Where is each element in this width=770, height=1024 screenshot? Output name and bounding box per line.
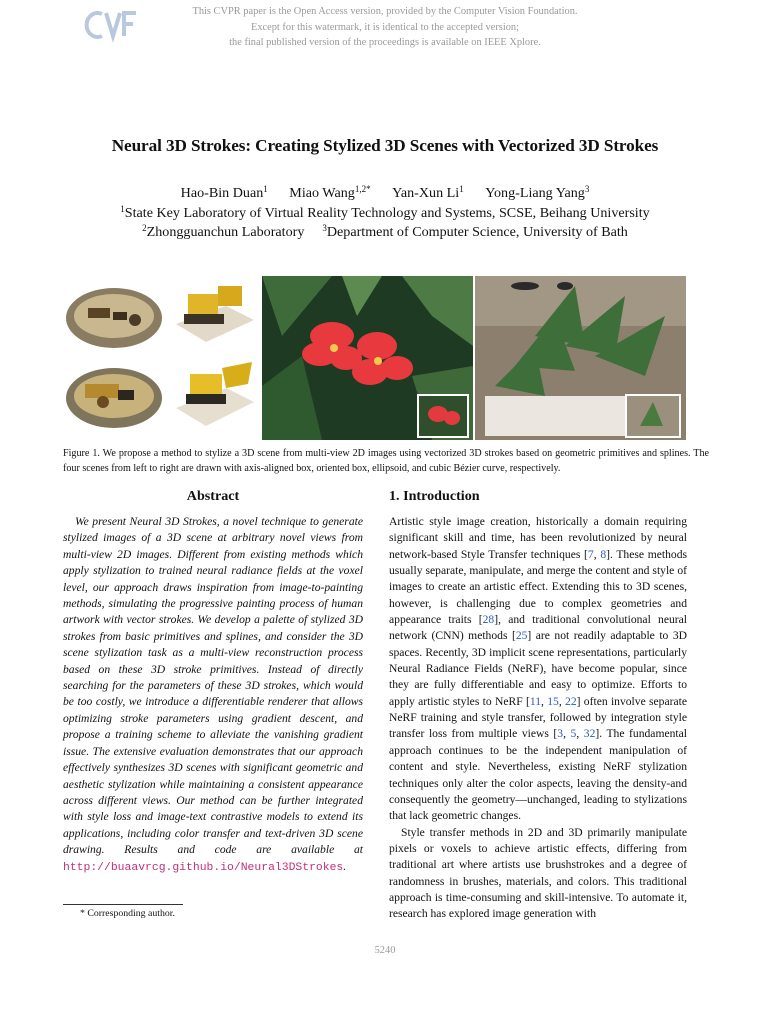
corresponding-author-footnote: * Corresponding author.: [80, 908, 175, 919]
author-sup: 1,2*: [354, 184, 371, 194]
author-sup: 1: [459, 184, 464, 194]
lego-render-image: [166, 276, 260, 440]
affiliation-text: Department of Computer Science, University of Bath: [326, 224, 628, 240]
affiliation-1: [40, 204, 730, 223]
paper-title: Neural 3D Strokes: Creating Stylized 3D Scenes with Vectorized 3D Strokes: [111, 136, 659, 155]
abstract-end: .: [343, 859, 347, 873]
affiliation-text: State Key Laboratory of Virtual Reality Technology and Systems, SCSE, Beihang University: [124, 205, 650, 221]
citation-link[interactable]: 32: [583, 727, 596, 741]
author: [485, 185, 589, 201]
author: [181, 185, 268, 201]
intro-text: Artistic style image creation, historically a domain requiring significant skill and time, has been revolutionized by neural network-based Style Transfer techniques [: [389, 515, 687, 561]
citation-link[interactable]: 7: [587, 547, 594, 561]
intro-text: ]. These methods usually separate, manipulate, and merge the content and style of images to create an artistic effect. Extending this to 3D scenes, however, is challenging due to complex geometries and appearance traits [: [389, 547, 688, 627]
author-name: Yong-Liang Yang: [485, 185, 585, 201]
intro-paragraph-1: Artistic style image creation, historically a domain requiring significant skill and time, has been revolutionized by neural network-based Style Transfer techniques [7, 8]. These methods usually separate, manipulate, and merge the content and style of images to create an artistic effect. Extending this to 3D scenes, however, is challenging due to complex geometries and appearance traits [28], and traditional convolutional neural network (CNN) methods [25] are not readily adaptable to 3D spaces. Recently, 3D implicit scene representations, particularly Neural Radiance Fields (NeRF), have become popular, since they are fully differentiable and easy to optimize. Efforts to apply artistic styles to NeRF [11, 15, 22] often involve separate NeRF training and style transfer, followed by integration style transfer loss from multiple views [3, 5, 32]. The fundamental approach continues to be the independent manipulation of content and style. Nevertheless, existing NeRF stylization techniques only alter the color aspects, leaving the density-and consequently the geometry—unchanged, leading to stylizations that lack geometric changes.: [389, 515, 688, 823]
intro-text: ]. The fundamental approach continues to be the independent manipulation of content and style. Nevertheless, existing NeRF stylization techniques only alter the color aspects, leaving the density-and consequently the geometry—unchanged, leading to stylizations that lack geometric changes.: [389, 727, 687, 823]
open-access-watermark: [170, 4, 600, 51]
affiliation-sup: 1: [120, 204, 125, 214]
flower-render-image: [262, 276, 473, 440]
intro-paragraph-2: Style transfer methods in 2D and 3D primarily manipulate pixels or voxels to achieve artistic effects, differing from traditional art where artists use brushstrokes and a degree of randomness in brushes, materials, and colors. This traditional approach is time-consuming and skill-intensive. To automate it, research has explored image generation with: [389, 825, 687, 921]
abstract-text: We present Neural 3D Strokes, a novel technique to generate stylized images of a 3D scene at arbitrary novel views from multi-view 2D images. Different from existing methods which apply stylization to trained neural radiance fields at the voxel level, our approach draws inspiration from image-to-painting methods, simulating the progressive painting process of human artwork with vector strokes. We develop a palette of stylized 3D strokes from basic primitives and splines, and consider the 3D scene stylization task as a multi-view reconstruction process based on these 3D stroke primitives. Instead of directly searching for the parameters of these 3D strokes, which would be too costly, we introduce a differentiable renderer that allows optimizing stroke parameters using gradient descent, and propose a training scheme to alleviate the vanishing gradient issue. The extensive evaluation demonstrates that our approach effectively synthesizes 3D scenes with significant geometric and aesthetic stylization while maintaining a consistent appearance across different views. Our method can be further integrated with style loss and image-text contrastive models to extend its applications, including color transfer and text-driven 3D scene drawing. Results and code are available at: [63, 515, 363, 857]
introduction-body: [389, 514, 687, 923]
figure-caption: Figure 1. We propose a method to stylize a 3D scene from multi-view 2D images using vectorized 3D strokes based on geometric primitives and splines. The four scenes from left to right are drawn with axis-aligned box, oriented box, ellipsoid, and cubic Bézier curve, respectively.: [63, 448, 709, 474]
citation-link[interactable]: 5: [570, 727, 577, 741]
author-name: Yan-Xun Li: [392, 185, 460, 201]
figure-panel-plant: [475, 276, 686, 440]
author: [392, 185, 464, 201]
citation-link[interactable]: 22: [565, 694, 577, 708]
affiliation-sup: 2: [142, 223, 147, 233]
citation-link[interactable]: 28: [482, 613, 495, 627]
affiliation-2: [40, 223, 730, 242]
watermark-line: Except for this watermark, it is identical to the accepted version;: [250, 21, 520, 33]
author-list: [40, 184, 730, 203]
intro-text: ], and traditional convolutional neural network (CNN) methods [: [389, 613, 687, 643]
abstract-body: [63, 514, 363, 876]
author: [289, 185, 370, 201]
author-name: Miao Wang: [289, 185, 355, 201]
intro-text: ] are not readily adaptable to 3D spaces. Recently, 3D implicit scene representations, particularly Neural Radiance Fields (NeRF), have become popular, since they are fully differentiable and easy to optimize. Efforts to apply artistic styles to NeRF [: [389, 629, 687, 708]
citation-link[interactable]: 11: [529, 694, 542, 708]
plant-render-image: [475, 276, 686, 440]
citation-link[interactable]: 3: [557, 727, 564, 741]
affiliation-sup: 3: [322, 223, 327, 233]
footnote-rule: [63, 904, 183, 905]
author-name: Hao-Bin Duan: [180, 185, 264, 201]
page-number: 5240: [374, 945, 396, 956]
project-link[interactable]: http://buaavrcg.github.io/Neural3DStrokes: [63, 861, 344, 874]
abstract-heading: Abstract: [186, 488, 240, 504]
introduction-heading: 1. Introduction: [389, 488, 480, 504]
citation-link[interactable]: 15: [547, 694, 559, 708]
watermark-line: This CVPR paper is the Open Access version, provided by the Computer Vision Foundation.: [192, 6, 578, 17]
figure-panel-lego: [166, 276, 260, 440]
watermark-line: the final published version of the proceedings is available on IEEE Xplore.: [229, 37, 541, 48]
figure-panel-bowl: [63, 276, 165, 440]
intro-text: ] often involve separate NeRF training and style transfer, followed by integration style transfer loss from multiple views [: [389, 694, 688, 741]
citation-link[interactable]: 8: [600, 547, 607, 561]
affiliation-text: Zhongguanchun Laboratory: [146, 224, 305, 240]
abstract-paragraph: [63, 514, 363, 876]
cvf-logo: [84, 6, 140, 44]
bowl-render-image: [63, 276, 165, 440]
figure-panel-flower: [262, 276, 473, 440]
citation-link[interactable]: 25: [515, 629, 528, 643]
author-sup: 3: [584, 184, 590, 194]
author-sup: 1: [263, 184, 268, 194]
